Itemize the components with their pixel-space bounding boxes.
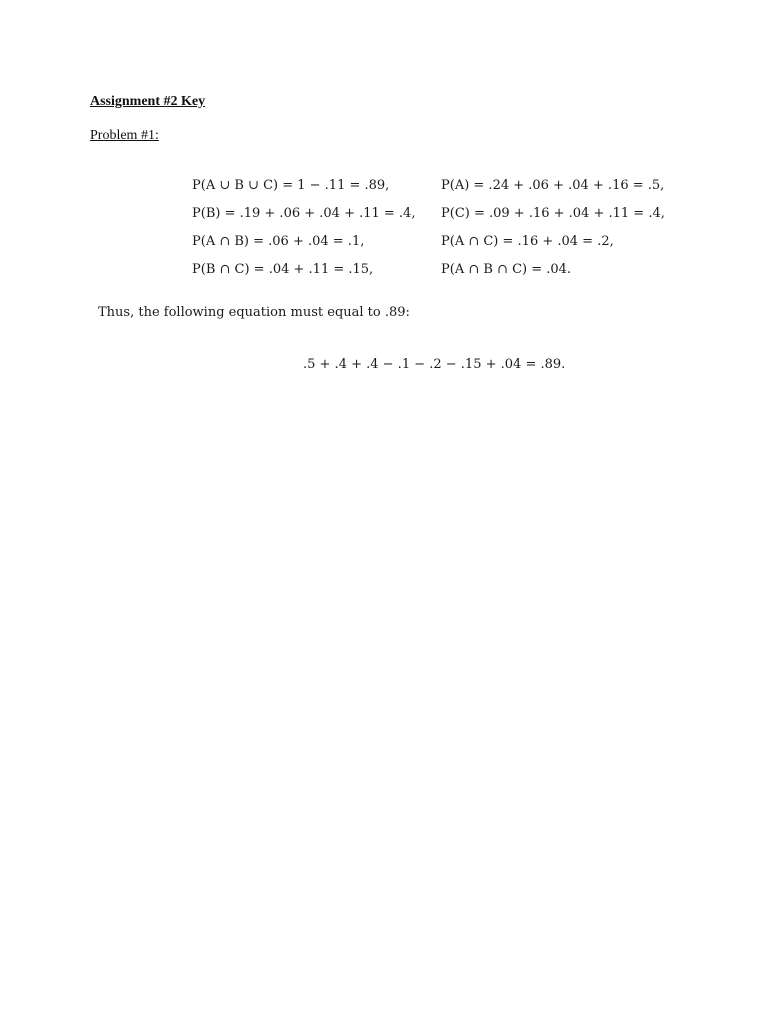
equation-p-a: P(A) = .24 + .06 + .04 + .16 = .5,	[441, 178, 665, 193]
equation-intersection-bc: P(B ∩ C) = .04 + .11 = .15,	[192, 262, 374, 277]
equation-intersection-ac: P(A ∩ C) = .16 + .04 = .2,	[441, 234, 614, 249]
equation-intersection-abc: P(A ∩ B ∩ C) = .04.	[441, 262, 572, 277]
equation-intersection-ab: P(A ∩ B) = .06 + .04 = .1,	[192, 234, 365, 249]
problem-label: Problem #1:	[90, 128, 159, 143]
equation-union-abc: P(A ∪ B ∪ C) = 1 − .11 = .89,	[192, 178, 390, 193]
document-title: Assignment #2 Key	[90, 94, 206, 109]
final-equation: .5 + .4 + .4 − .1 − .2 − .15 + .04 = .89.	[303, 357, 566, 372]
equation-p-c: P(C) = .09 + .16 + .04 + .11 = .4,	[441, 206, 665, 221]
equation-p-b: P(B) = .19 + .06 + .04 + .11 = .4,	[192, 206, 416, 221]
conclusion-text: Thus, the following equation must equal to .89:	[98, 305, 410, 320]
